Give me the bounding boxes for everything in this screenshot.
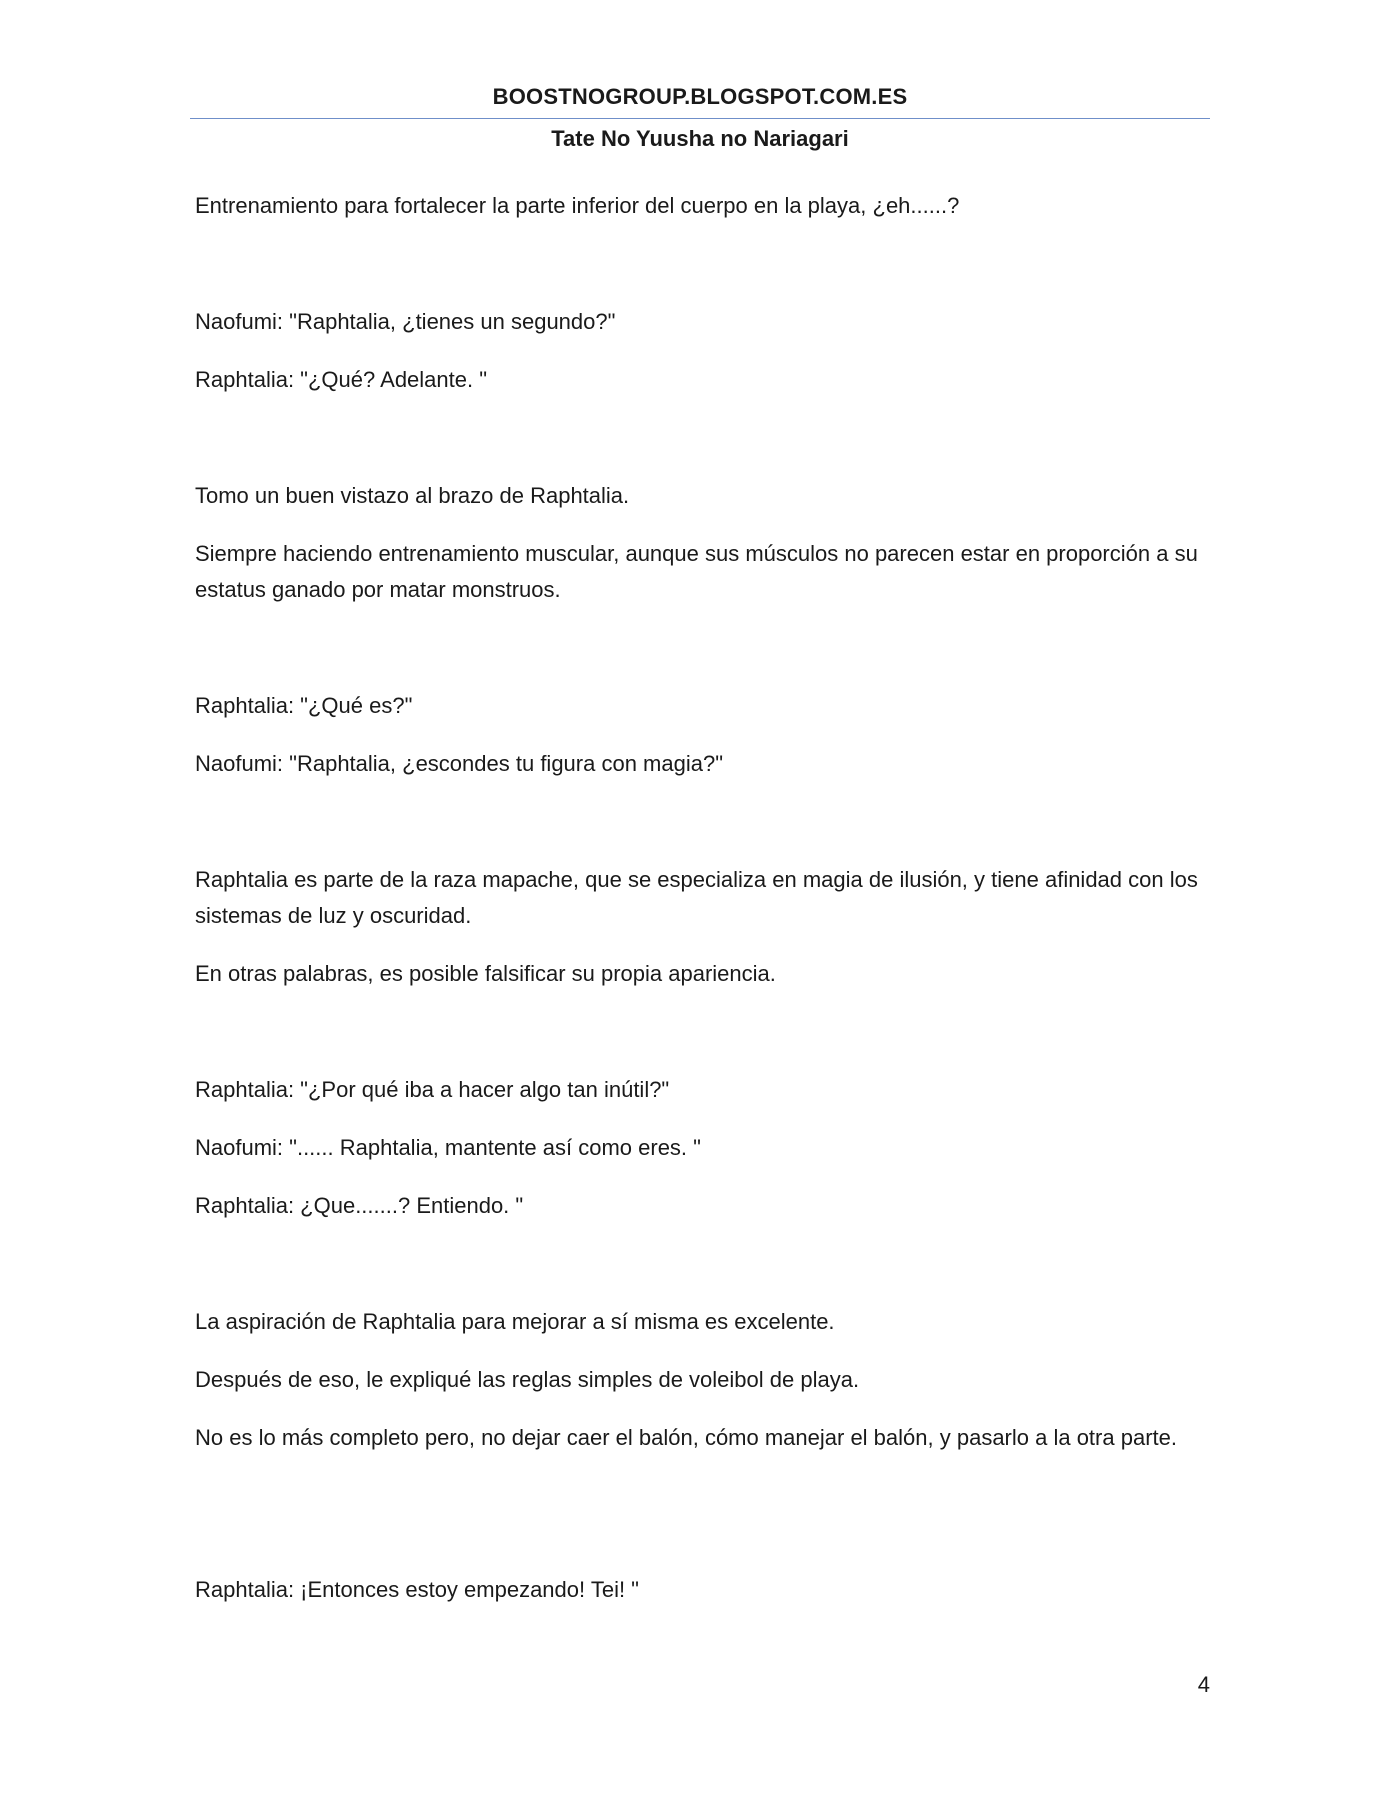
paragraph: Raphtalia: ¡Entonces estoy empezando! Tei! " — [195, 1577, 639, 1602]
paragraph: Tomo un buen vistazo al brazo de Raphtalia. — [195, 483, 630, 508]
paragraph: Naofumi: "...... Raphtalia, mantente así como eres. " — [195, 1135, 701, 1160]
page-number: 4 — [1197, 1672, 1210, 1697]
site-header: BOOSTNOGROUP.BLOGSPOT.COM.ES — [492, 84, 908, 109]
paragraph: Después de eso, le expliqué las reglas simples de voleibol de playa. — [195, 1367, 860, 1392]
paragraph: Raphtalia: "¿Qué es?" — [195, 693, 413, 718]
paragraph: Entrenamiento para fortalecer la parte inferior del cuerpo en la playa, ¿eh......? — [195, 193, 960, 218]
paragraph: Raphtalia es parte de la raza mapache, que se especializa en magia de ilusión, y tiene afinidad con los sistemas de luz y oscuridad. — [195, 867, 1198, 928]
paragraph: Raphtalia: "¿Por qué iba a hacer algo tan inútil?" — [195, 1077, 670, 1102]
paragraph: Raphtalia: ¿Que.......? Entiendo. " — [195, 1193, 524, 1218]
book-title: Tate No Yuusha no Nariagari — [551, 126, 849, 151]
paragraph: Naofumi: "Raphtalia, ¿escondes tu figura con magia?" — [195, 751, 724, 776]
header-divider — [190, 118, 1210, 119]
paragraph: Siempre haciendo entrenamiento muscular, aunque sus músculos no parecen estar en proporción a su estatus ganado por matar monstruos. — [195, 541, 1198, 602]
paragraph: Raphtalia: "¿Qué? Adelante. " — [195, 367, 488, 392]
paragraph: Naofumi: "Raphtalia, ¿tienes un segundo?" — [195, 309, 616, 334]
paragraph: La aspiración de Raphtalia para mejorar a sí misma es excelente. — [195, 1309, 835, 1334]
paragraph: En otras palabras, es posible falsificar su propia apariencia. — [195, 961, 776, 986]
paragraph: No es lo más completo pero, no dejar caer el balón, cómo manejar el balón, y pasarlo a la otra parte. — [195, 1425, 1177, 1450]
